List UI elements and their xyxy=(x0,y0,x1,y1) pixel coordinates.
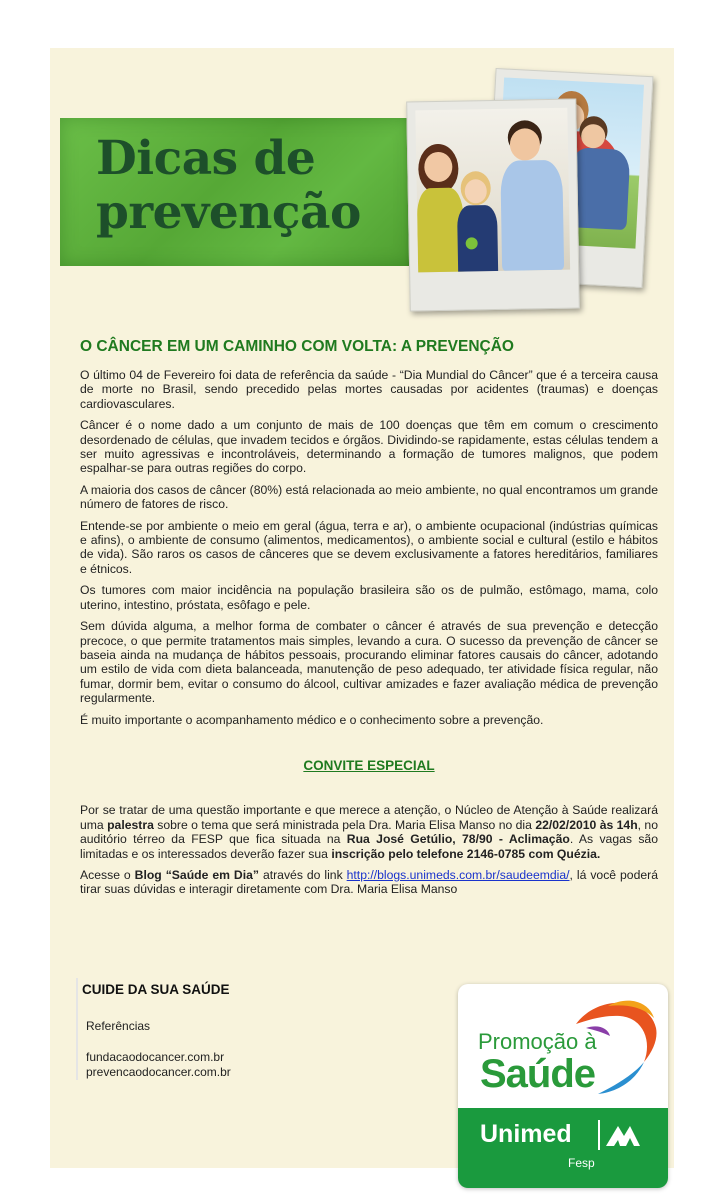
article-paragraph: A maioria dos casos de câncer (80%) está relacionada ao meio ambiente, no qual encontramos um grande número de fatores de risco. xyxy=(80,482,658,512)
article-paragraph: Entende-se por ambiente o meio em geral (água, terra e ar), o ambiente ocupacional (indústrias químicas e afins), o ambiente de consumo (alimentos, medicamentos), o ambiente social e cultural (estilo e hábitos de vida). São raros os casos de cânceres que se devem exclusivamente a fatores hereditários, familiares e étnicos. xyxy=(80,518,658,576)
banner-title-line1: Dicas de xyxy=(96,131,316,186)
event-date: 22/02/2010 às 14h xyxy=(535,817,638,832)
blog-paragraph: Acesse o Blog “Saúde em Dia” através do link http://blogs.unimeds.com.br/saudeemdia/, lá você poderá tirar suas dúvidas e interagir diretamente com Dra. Maria Elisa Manso xyxy=(80,867,658,897)
footer-section xyxy=(76,978,322,1080)
article-paragraph: Os tumores com maior incidência na população brasileira são os de pulmão, estômago, mama, colo uterino, intestino, próstata, esôfago e pele. xyxy=(80,583,658,612)
footer-title: CUIDE DA SUA SAÚDE xyxy=(82,982,230,997)
registration-info: inscrição pelo telefone 2146-0785 com Quézia. xyxy=(331,846,601,861)
convite-title: CONVITE ESPECIAL xyxy=(303,757,435,773)
unimed-promocao-saude-logo xyxy=(458,984,668,1188)
article-paragraph: Sem dúvida alguma, a melhor forma de combater o câncer é através de sua prevenção e detecção precoce, o que permite tratamentos mais simples, levando a cura. O sucesso da prevenção de câncer se baseia ainda na mudança de hábitos pessoais, procurando eliminar fatores causais do câncer, adotando um estilo de vida com dieta balanceada, manutenção de peso adequado, ter atividade física regular, não fumar, dormir bem, evitar o consumo do álcool, cultivar amizades e fazer avaliação médica de prevenção regularmente. xyxy=(80,619,658,706)
article-paragraph: O último 04 de Fevereiro foi data de referência da saúde - “Dia Mundial do Câncer” que é a terceira causa de morte no Brasil, sendo precedido pelas mortes causadas por acidentes (traumas) e doenças cardiovasculares. xyxy=(80,368,658,411)
convite-paragraph: Por se tratar de uma questão importante e que merece a atenção, o Núcleo de Atenção à Saúde realizará uma palestra sobre o tema que será ministrada pela Dra. Maria Elisa Manso no dia 22/02/2010 às 14h, no auditório térreo da FESP que fica situada na Rua José Getúlio, 78/90 - Aclimação. As vagas são limitadas e os interessados deverão fazer sua inscrição pelo telefone 2146-0785 com Quézia. xyxy=(80,803,658,861)
photo-scene-family xyxy=(415,108,570,273)
unimed-band xyxy=(458,1108,668,1188)
reference-item: fundacaodocancer.com.br xyxy=(86,1050,225,1064)
article-headline: O CÂNCER EM UM CAMINHO COM VOLTA: A PREVENÇÃO xyxy=(80,338,514,355)
blog-name: Blog “Saúde em Dia” xyxy=(134,867,259,882)
references-label: Referências xyxy=(86,1019,151,1033)
palestra-highlight: palestra xyxy=(107,817,154,832)
banner-title xyxy=(96,132,361,240)
article xyxy=(80,338,658,904)
article-paragraph: Câncer é o nome dado a um conjunto de mais de 100 doenças que têm em comum o crescimento desordenado de células, que invadem tecidos e órgãos. Dividindo-se rapidamente, estas células tendem a ser muito agressivas e incontroláveis, determinando a formação de tumores malignos, que podem espalhar-se para outras regiões do corpo. xyxy=(80,418,658,476)
references xyxy=(82,1019,322,1080)
logo-promocao-text: Promoção à xyxy=(478,1029,597,1054)
logo-saude-text: Saúde xyxy=(480,1052,596,1096)
unimed-tree-icon xyxy=(598,1120,642,1150)
logo-unimed-text: Unimed xyxy=(480,1120,572,1148)
event-address: Rua José Getúlio, 78/90 - Aclimação xyxy=(346,832,570,847)
blog-link[interactable]: http://blogs.unimeds.com.br/saudeemdia/ xyxy=(346,867,570,882)
newsletter-page xyxy=(50,48,674,1168)
article-paragraph: É muito importante o acompanhamento médico e o conhecimento sobre a prevenção. xyxy=(80,712,544,727)
banner xyxy=(60,118,412,266)
banner-title-line2: prevenção xyxy=(96,185,361,240)
logo-fesp-text: Fesp xyxy=(568,1156,595,1170)
family-photo-front xyxy=(406,99,580,312)
reference-item: prevencaodocancer.com.br xyxy=(86,1065,231,1079)
